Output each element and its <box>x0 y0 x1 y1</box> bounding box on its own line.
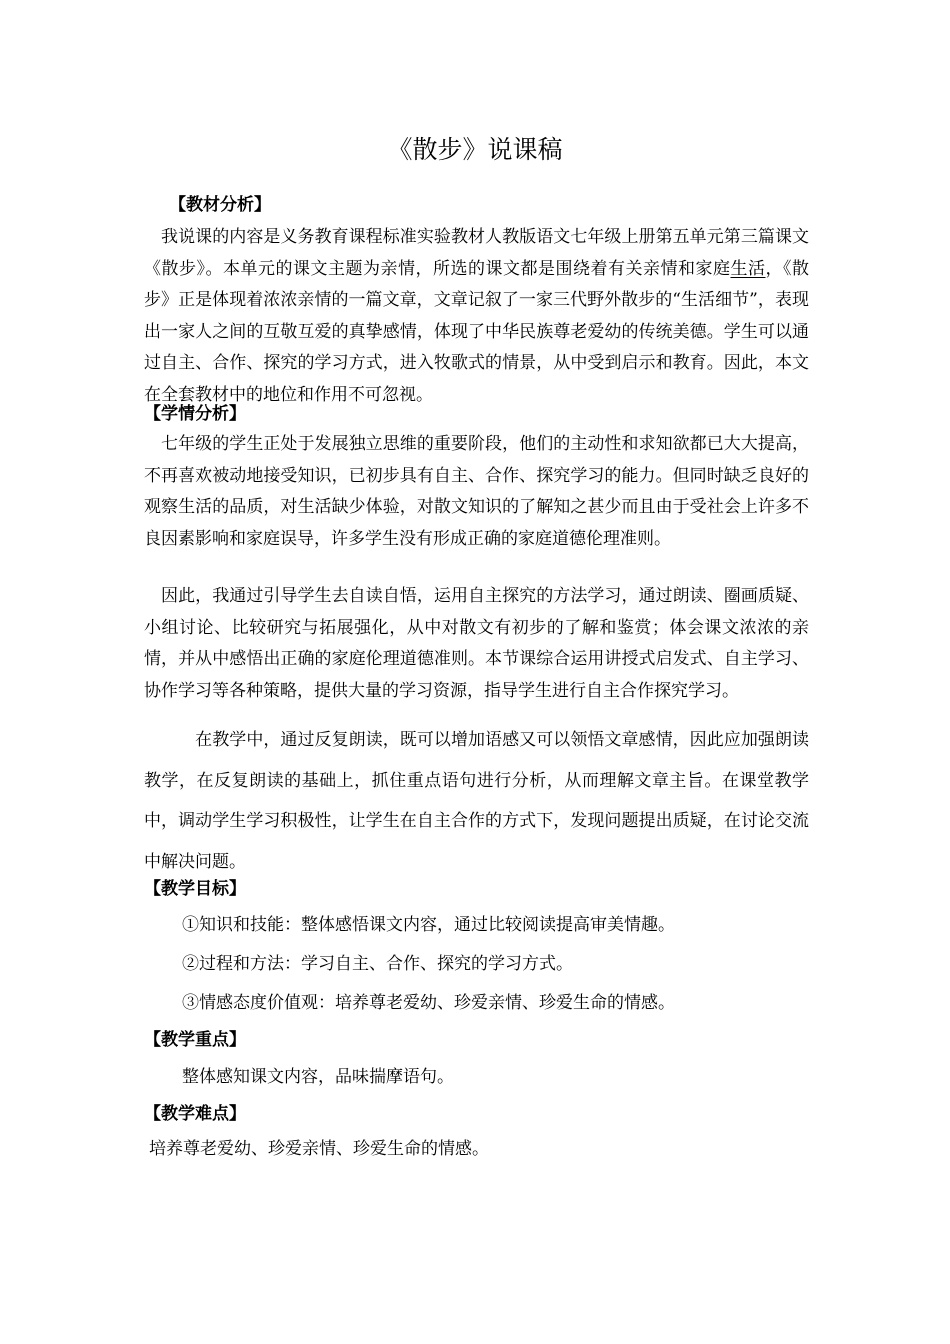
section-heading-goals: 【教学目标】 <box>144 879 246 899</box>
page-title: 《散步》说课稿 <box>387 135 563 164</box>
key-point-text: 整体感知课文内容，品味揣摩语句。 <box>182 1067 454 1087</box>
paragraph-students-3: 在教学中，通过反复朗读，既可以增加语感又可以领悟文章感情，因此应加强朗读教学，在反复朗读的基础上，抓住重点语句进行分析，从而理解文章主旨。在课堂教学中，调动学生学习积极性，让学生在自主合作的方式下，发现问题提出质疑，在讨论交流中解决问题。 <box>144 730 809 872</box>
goal-item-emotion: ③情感态度价值观：培养尊老爱幼、珍爱亲情、珍爱生命的情感。 <box>182 993 675 1013</box>
paragraph-material-text-2: ，《散步》正是体现着浓浓亲情的一篇文章，文章记叙了一家三代野外散步的“生活细节”，表现出一家人之间的互敬互爱的真挚感情，体现了中华民族尊老爱幼的传统美德。学生可以通过自主、合作、探究的学习方式，进入牧歌式的情景，从中受到启示和教育。因此，本文在全套教材中的地位和作用不可忽视。 <box>144 258 809 405</box>
paragraph-material <box>144 222 809 411</box>
section-heading-students: 【学情分析】 <box>144 404 246 424</box>
goal-item-knowledge: ①知识和技能：整体感悟课文内容，通过比较阅读提高审美情趣。 <box>182 915 675 935</box>
goal-item-process: ②过程和方法：学习自主、合作、探究的学习方式。 <box>182 954 573 974</box>
paragraph-students-1: 七年级的学生正处于发展独立思维的重要阶段，他们的主动性和求知欲都已大大提高，不再喜欢被动地接受知识，已初步具有自主、合作、探究学习的能力。但同时缺乏良好的观察生活的品质，对生活缺少体验，对散文知识的了解知之甚少而且由于受社会上许多不良因素影响和家庭误导，许多学生没有形成正确的家庭道德伦理准则。 <box>144 434 809 549</box>
link-life[interactable]: 生活 <box>730 258 766 279</box>
section-heading-material: 【教材分析】 <box>169 195 271 215</box>
section-heading-key: 【教学重点】 <box>144 1030 246 1050</box>
section-heading-difficulty: 【教学难点】 <box>144 1104 246 1124</box>
difficulty-text: 培养尊老爱幼、珍爱亲情、珍爱生命的情感。 <box>149 1139 489 1159</box>
paragraph-material-text-1: 我说课的内容是义务教育课程标准实验教材人教版语文七年级上册第五单元第三篇课文《散步》。本单元的课文主题为亲情，所选的课文都是围绕着有关亲情和家庭 <box>144 227 809 279</box>
paragraph-students-2: 因此，我通过引导学生去自读自悟，运用自主探究的方法学习，通过朗读、圈画质疑、小组讨论、比较研究与拓展强化，从中对散文有初步的了解和鉴赏；体会课文浓浓的亲情，并从中感悟出正确的家庭伦理道德准则。本节课综合运用讲授式启发式、自主学习、协作学习等各种策略，提供大量的学习资源，指导学生进行自主合作探究学习。 <box>144 586 809 701</box>
